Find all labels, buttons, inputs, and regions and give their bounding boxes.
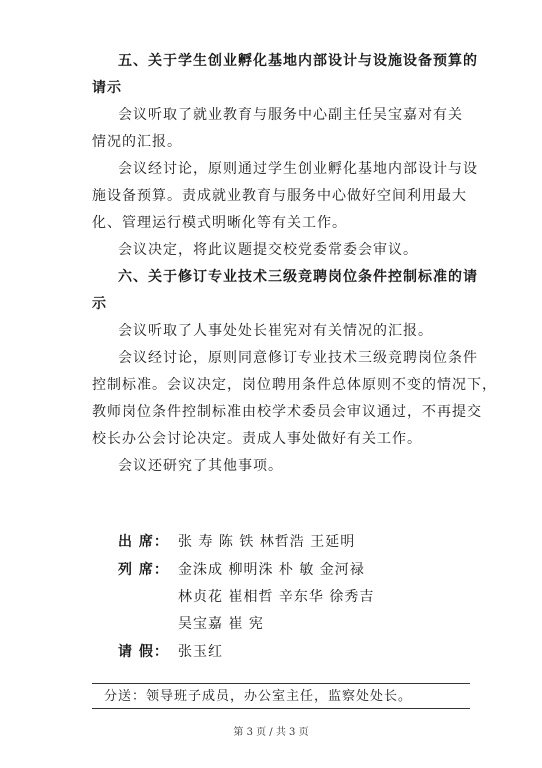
paragraph-line: 会议经讨论，原则通过学生创业孵化基地内部设计与设	[118, 161, 478, 177]
distribution-list: 分送：领导班子成员，办公室主任，监察处处长。	[104, 689, 413, 704]
section-five-heading-continued: 请示	[92, 80, 122, 96]
section-six-heading: 六、关于修订专业技术三级竞聘岗位条件控制标准的请	[118, 269, 478, 285]
distribution-top-rule	[92, 683, 470, 684]
paragraph-line: 会议经讨论，原则同意修订专业技术三级竞聘岗位条件	[118, 350, 478, 366]
observers-names-line-2: 林贞花 崔相哲 辛东华 徐秀吉	[178, 589, 375, 605]
paragraph-line: 施设备预算。责成就业教育与服务中心做好空间利用最大	[92, 188, 467, 204]
observers-label: 列 席：	[118, 562, 169, 578]
paragraph-line: 化、管理运行模式明晰化等有关工作。	[92, 215, 347, 231]
paragraph-line: 会议听取了人事处处长崔宪对有关情况的汇报。	[118, 323, 433, 339]
paragraph-line: 情况的汇报。	[92, 134, 182, 150]
paragraph-line: 会议还研究了其他事项。	[118, 458, 283, 474]
paragraph-line: 控制标准。会议决定，岗位聘用条件总体原则不变的情况下，	[92, 377, 497, 393]
observers-names-line-1: 金洙成 柳明洙 朴 敏 金河禄	[178, 562, 365, 578]
leave-label: 请 假：	[118, 644, 169, 660]
observers-names-line-3: 吴宝嘉 崔 宪	[178, 616, 264, 632]
section-five-heading: 五、关于学生创业孵化基地内部设计与设施设备预算的	[118, 53, 478, 69]
paragraph-line: 会议听取了就业教育与服务中心副主任吴宝嘉对有关	[118, 107, 463, 123]
present-names: 张 寿 陈 铁 林哲浩 王延明	[178, 534, 356, 550]
paragraph-line: 会议决定，将此议题提交校党委常委会审议。	[118, 242, 418, 258]
section-six-heading-continued: 示	[92, 296, 107, 312]
distribution-bottom-rule	[92, 708, 470, 709]
paragraph-line: 教师岗位条件控制标准由校学术委员会审议通过，不再提交	[92, 404, 482, 420]
paragraph-line: 校长办公会讨论决定。责成人事处做好有关工作。	[92, 431, 422, 447]
present-label: 出 席：	[118, 534, 169, 550]
leave-names: 张玉红	[178, 644, 223, 660]
page-number: 第 3 页 / 共 3 页	[233, 727, 309, 738]
